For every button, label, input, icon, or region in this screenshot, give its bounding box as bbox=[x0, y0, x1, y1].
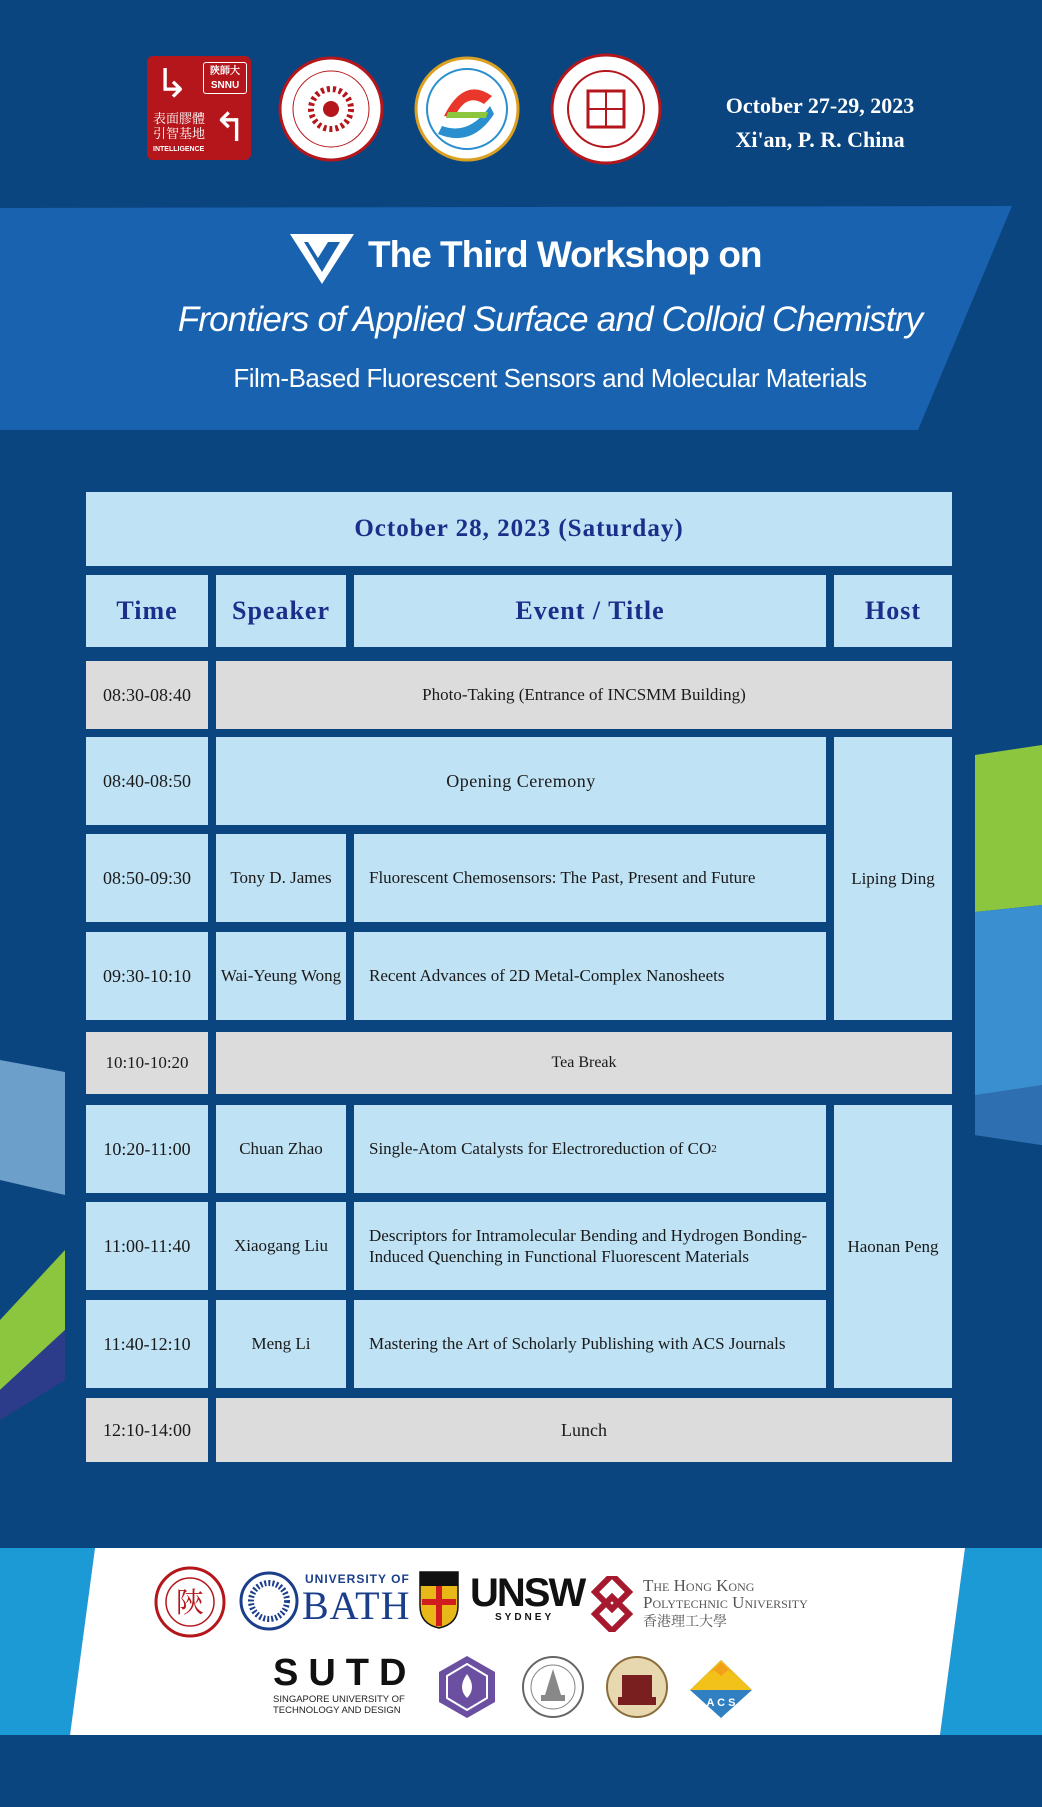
arrow-icon: ↳ bbox=[155, 61, 189, 107]
column-header-time: Time bbox=[86, 575, 208, 647]
bath-main-text: BATH bbox=[302, 1583, 411, 1628]
event-cell: Fluorescent Chemosensors: The Past, Present and Future bbox=[354, 834, 826, 922]
chemistry-school-seal bbox=[550, 53, 662, 165]
arrow-up-icon: ↰ bbox=[213, 105, 247, 151]
event-cell: Opening Ceremony bbox=[216, 737, 826, 825]
university-seal-grey bbox=[521, 1655, 585, 1719]
polyu-chinese: 香港理工大學 bbox=[643, 1614, 727, 1630]
workshop-logo-icon bbox=[288, 230, 356, 286]
event-cell: Tea Break bbox=[216, 1032, 952, 1094]
time-cell: 08:40-08:50 bbox=[86, 737, 208, 825]
time-cell: 11:00-11:40 bbox=[86, 1202, 208, 1290]
intelligence-base-logo bbox=[147, 56, 251, 160]
speaker-cell: Xiaogang Liu bbox=[216, 1202, 346, 1290]
bath-top-text: UNIVERSITY OF bbox=[305, 1572, 410, 1586]
event-cell: Photo-Taking (Entrance of INCSMM Building) bbox=[216, 661, 952, 729]
university-seal-gold bbox=[604, 1655, 670, 1719]
event-location: Xi'an, P. R. China bbox=[735, 127, 905, 152]
polyu-line2: Polytechnic University bbox=[643, 1593, 808, 1612]
polyu-logo bbox=[584, 1576, 640, 1632]
time-cell: 11:40-12:10 bbox=[86, 1300, 208, 1388]
acs-logo bbox=[688, 1654, 754, 1720]
co2-subscript: 2 bbox=[711, 1143, 717, 1155]
column-header-speaker: Speaker bbox=[216, 575, 346, 647]
logo-chinese-text: 表面膠體引智基地 bbox=[153, 112, 206, 142]
snnu-char: 陝 bbox=[175, 1586, 205, 1619]
logo-sub-text: INTELLIGENCE bbox=[153, 146, 205, 153]
bath-crest bbox=[239, 1571, 299, 1631]
event-cell: Descriptors for Intramolecular Bending and Hydrogen Bonding-Induced Quenching in Functional Fluorescent Materials bbox=[354, 1202, 826, 1290]
event-dates: October 27-29, 2023 bbox=[725, 93, 915, 118]
column-header-host: Host bbox=[834, 575, 952, 647]
hexagon-drop-logo bbox=[437, 1654, 497, 1720]
polyu-line1: The Hong Kong bbox=[643, 1576, 755, 1595]
time-cell: 12:10-14:00 bbox=[86, 1398, 208, 1462]
time-cell: 09:30-10:10 bbox=[86, 932, 208, 1020]
unsw-main-text: UNSW bbox=[470, 1571, 585, 1615]
unsw-crest bbox=[418, 1568, 460, 1630]
molecular-materials-seal bbox=[414, 56, 520, 162]
host-cell: Haonan Peng bbox=[834, 1105, 952, 1388]
sutd-line2: TECHNOLOGY AND DESIGN bbox=[273, 1705, 401, 1716]
time-cell: 08:50-09:30 bbox=[86, 834, 208, 922]
speaker-cell: Chuan Zhao bbox=[216, 1105, 346, 1193]
sutd-main-text: SUTD bbox=[273, 1652, 417, 1694]
logo-badge: 陝師大 SNNU bbox=[203, 62, 247, 94]
time-cell: 10:10-10:20 bbox=[86, 1032, 208, 1094]
column-header-event: Event / Title bbox=[354, 575, 826, 647]
speaker-cell: Wai-Yeung Wong bbox=[216, 932, 346, 1020]
host-cell: Liping Ding bbox=[834, 737, 952, 1020]
event-cell: Lunch bbox=[216, 1398, 952, 1462]
time-cell: 08:30-08:40 bbox=[86, 661, 208, 729]
time-cell: 10:20-11:00 bbox=[86, 1105, 208, 1193]
event-cell bbox=[354, 1105, 826, 1193]
banner-title-line3: Film-Based Fluorescent Sensors and Molecular Materials bbox=[233, 363, 867, 393]
acs-letters: A C S bbox=[706, 1697, 736, 1709]
speaker-cell: Meng Li bbox=[216, 1300, 346, 1388]
event-title-text: Single-Atom Catalysts for Electroreduction of CO bbox=[369, 1139, 712, 1158]
schedule-date-header: October 28, 2023 (Saturday) bbox=[86, 492, 952, 566]
event-cell: Mastering the Art of Scholarly Publishing with ACS Journals bbox=[354, 1300, 826, 1388]
unsw-sub-text: SYDNEY bbox=[495, 1612, 555, 1623]
ministry-lab-seal bbox=[278, 56, 384, 162]
sutd-line1: SINGAPORE UNIVERSITY OF bbox=[273, 1694, 405, 1705]
snnu-seal bbox=[154, 1566, 226, 1638]
banner-title-line2: Frontiers of Applied Surface and Colloid Chemistry bbox=[177, 300, 923, 339]
banner-title-line1: The Third Workshop on bbox=[368, 234, 762, 275]
event-cell: Recent Advances of 2D Metal-Complex Nanosheets bbox=[354, 932, 826, 1020]
speaker-cell: Tony D. James bbox=[216, 834, 346, 922]
